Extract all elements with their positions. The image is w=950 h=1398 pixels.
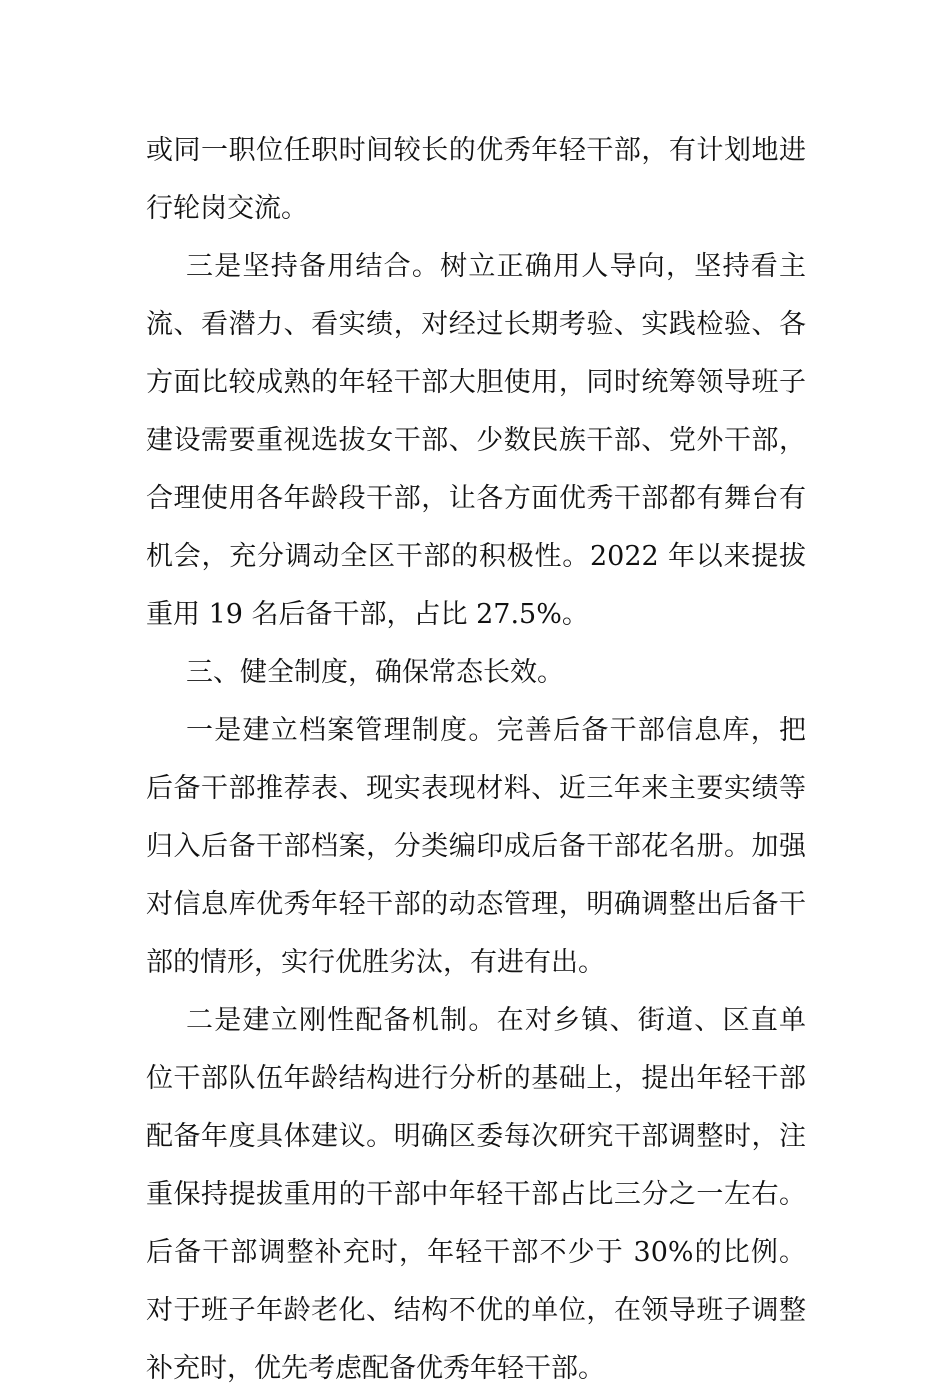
paragraph-archive-management: 一是建立档案管理制度。完善后备干部信息库，把后备干部推荐表、现实表现材料、近三年来主要实绩等归入后备干部档案，分类编印成后备干部花名册。加强对信息库优秀年轻干部的动态管理，明确调整出后备干部的情形，实行优胜劣汰，有进有出。: [146, 715, 806, 978]
paragraph-reserve-use: 三是坚持备用结合。树立正确用人导向，坚持看主流、看潜力、看实绩，对经过长期考验、实践检验、各方面比较成熟的年轻干部大胆使用，同时统筹领导班子建设需要重视选拔女干部、少数民族干部、党外干部，合理使用各年龄段干部，让各方面优秀干部都有舞台有机会，充分调动全区干部的积极性。2022 年以来提拔重用 19 名后备干部，占比 27.5%。: [146, 251, 806, 630]
section-heading-system: 三、健全制度，确保常态长效。: [186, 657, 564, 688]
paragraph-rigid-allocation: 二是建立刚性配备机制。在对乡镇、街道、区直单位干部队伍年龄结构进行分析的基础上，提出年轻干部配备年度具体建议。明确区委每次研究干部调整时，注重保持提拔重用的干部中年轻干部占比三分之一左右。后备干部调整补充时，年轻干部不少于 30%的比例。对于班子年龄老化、结构不优的单位，在领导班子调整补充时，优先考虑配备优秀年轻干部。: [146, 1005, 806, 1384]
paragraph-rotation-continuation: 或同一职位任职时间较长的优秀年轻干部，有计划地进行轮岗交流。: [146, 135, 806, 224]
document-body: [146, 122, 806, 1398]
